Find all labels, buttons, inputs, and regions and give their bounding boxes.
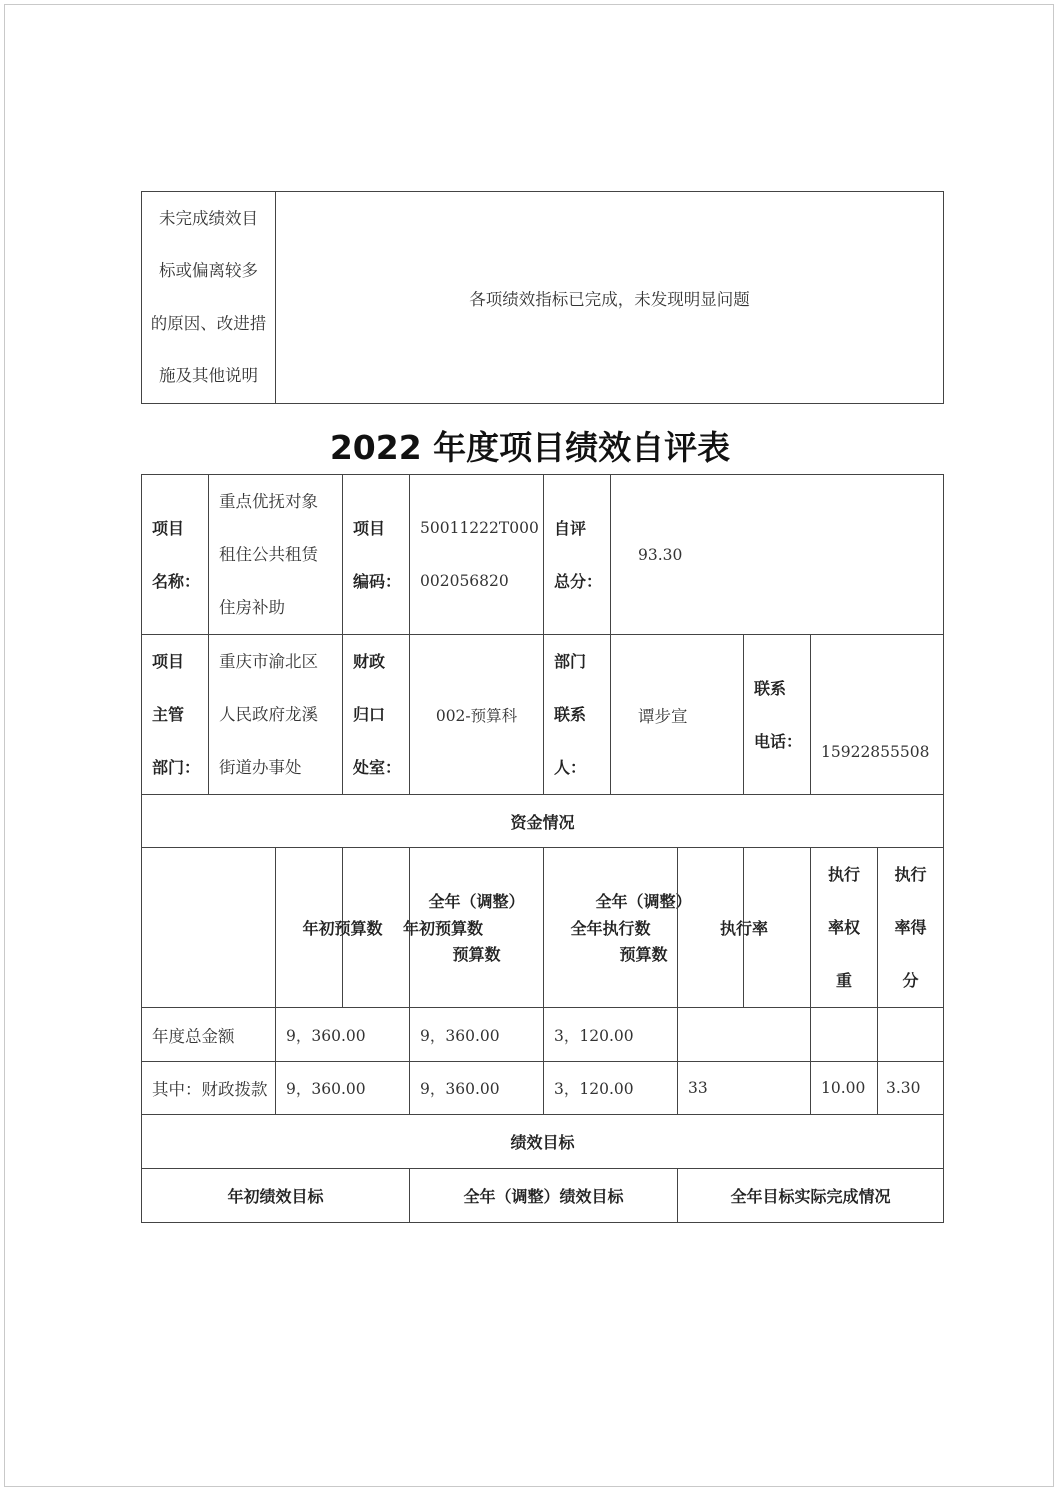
initial-goal-header: 年初绩效目标	[142, 1169, 410, 1223]
rate-value	[678, 1008, 811, 1062]
unfinished-goals-content: 各项绩效指标已完成，未发现明显问题	[276, 192, 944, 404]
project-code-label: 项目 编码：	[343, 475, 410, 635]
initial-value: 9，360.00	[276, 1008, 410, 1062]
phone-value: 15922855508	[811, 635, 944, 795]
actual-completion-header: 全年目标实际完成情况	[678, 1169, 944, 1223]
table-row	[142, 1008, 944, 1062]
initial-value: 9，360.00	[276, 1062, 410, 1115]
form-title: 2022 年度项目绩效自评表	[329, 428, 731, 467]
funds-section-title: 资金情况	[142, 795, 944, 848]
row-label: 其中：财政拨款	[142, 1062, 276, 1115]
dept-label: 项目 主管 部门：	[142, 635, 209, 795]
rate-value: 33	[678, 1062, 811, 1115]
adjusted-value: 9，360.00	[410, 1008, 544, 1062]
contact-person-value: 谭步宣	[611, 635, 744, 795]
finance-office-label: 财政 归口 处室：	[343, 635, 410, 795]
funds-header-blank-cell	[142, 848, 276, 1008]
executed-col-header: 全年执行数	[544, 848, 678, 1008]
exec-rate-col-header: 执行率	[678, 848, 811, 1008]
self-score-value: 93.30	[611, 475, 944, 635]
initial-budget-header: 年初预算数	[343, 848, 544, 1008]
phone-label: 联系 电话：	[744, 635, 811, 795]
unfinished-goals-label: 未完成绩效目 标或偏离较多 的原因、改进措 施及其他说明	[142, 192, 276, 404]
score-col-header: 执行 率得 分	[878, 848, 944, 1008]
adjusted-goal-header: 全年（调整）绩效目标	[410, 1169, 678, 1223]
adjusted-budget-col-header: 全年（调整） 预算数	[410, 848, 544, 1008]
score-value	[878, 1008, 944, 1062]
weight-value	[811, 1008, 878, 1062]
adjusted-value: 9，360.00	[410, 1062, 544, 1115]
initial-budget-col-header: 年初预算数	[276, 848, 410, 1008]
project-name-value: 重点优抚对象 租住公共租赁 住房补助	[209, 475, 343, 635]
score-value: 3.30	[878, 1062, 944, 1115]
executed-value: 3，120.00	[544, 1008, 678, 1062]
funds-table	[141, 847, 944, 1223]
self-score-label: 自评 总分：	[544, 475, 611, 635]
executed-value: 3，120.00	[544, 1062, 678, 1115]
adjusted-budget-header: 全年（调整） 预算数	[544, 848, 744, 1008]
row-label: 年度总金额	[142, 1008, 276, 1062]
contact-person-label: 部门 联系 人：	[544, 635, 611, 795]
unfinished-goals-table	[141, 191, 944, 404]
weight-col-header: 执行 率权 重	[811, 848, 878, 1008]
project-name-label: 项目 名称：	[142, 475, 209, 635]
table-row	[142, 1062, 944, 1115]
finance-office-value: 002-预算科	[410, 635, 544, 795]
goals-section-title: 绩效目标	[142, 1115, 944, 1169]
project-code-value: 50011222T000 002056820	[410, 475, 544, 635]
weight-value: 10.00	[811, 1062, 878, 1115]
dept-value: 重庆市渝北区 人民政府龙溪 街道办事处	[209, 635, 343, 795]
